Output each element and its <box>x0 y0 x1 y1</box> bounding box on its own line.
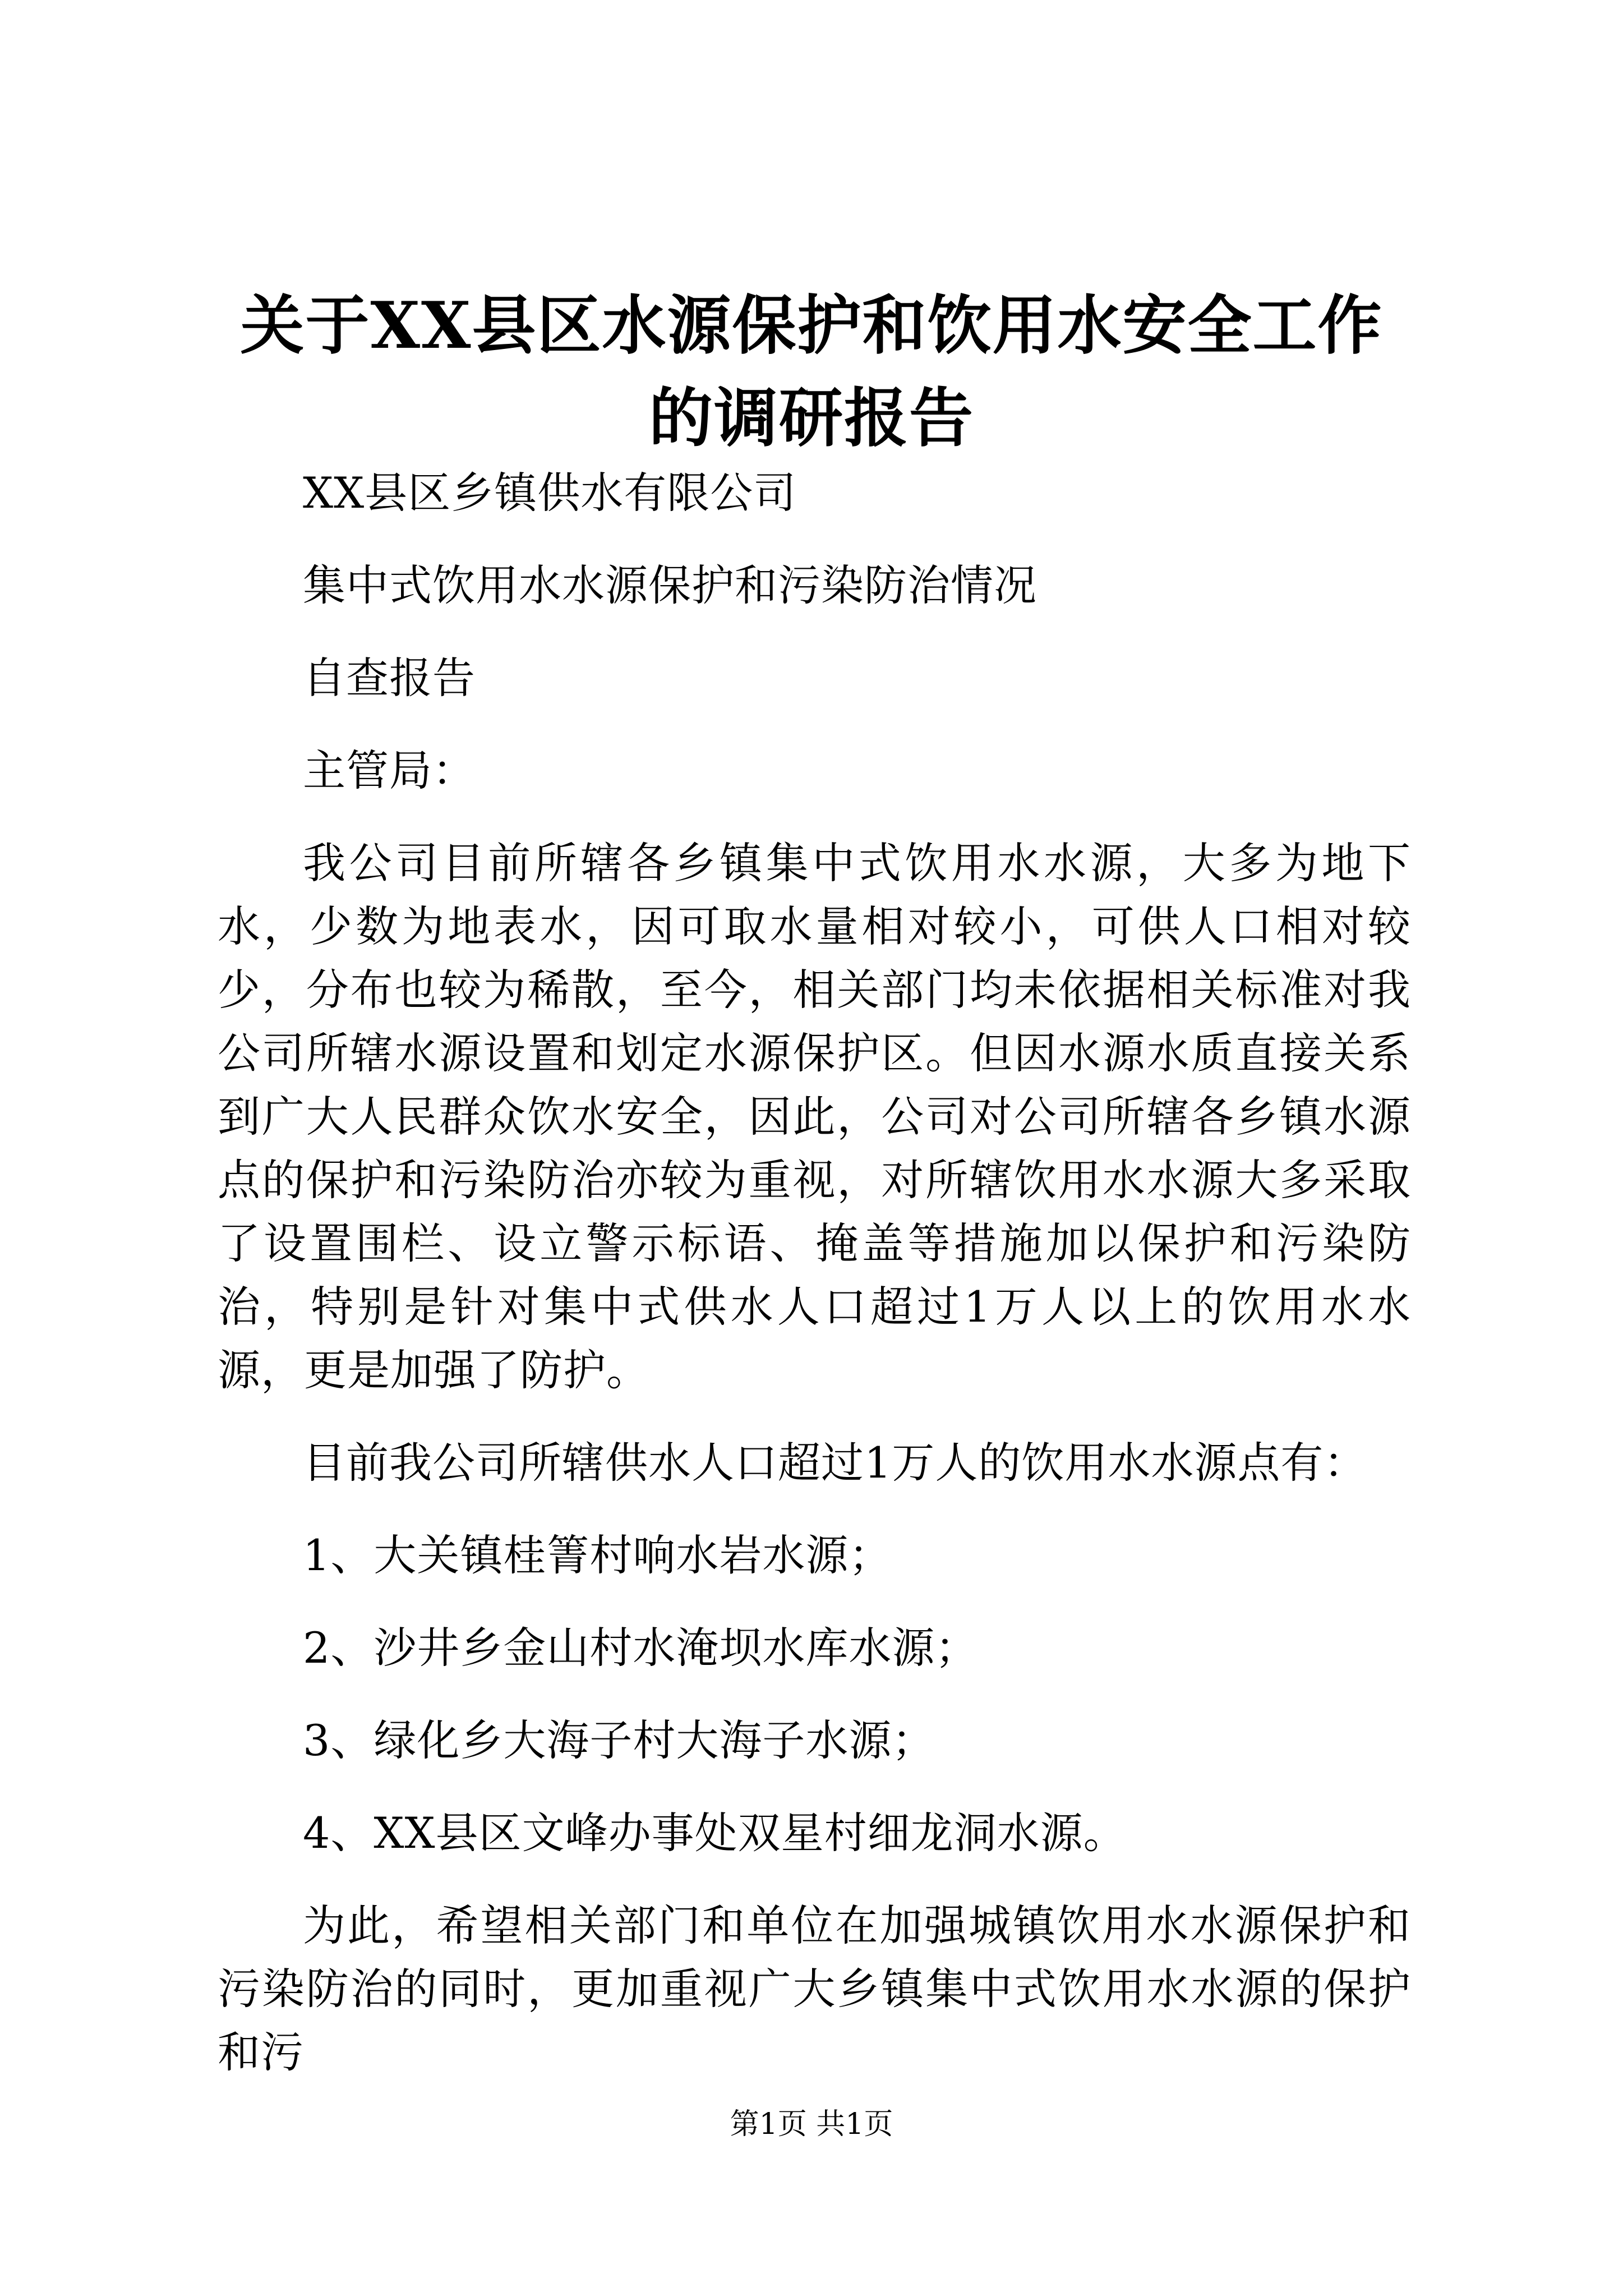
list-item: 2、沙井乡金山村水淹坝水库水源； <box>303 1623 979 1673</box>
report-subject: 集中式饮用水水源保护和污染防治情况 <box>303 560 1037 610</box>
body-paragraph: 我公司目前所辖各乡镇集中式饮用水水源，大多为地下水，少数为地表水，因可取水量相对较小，可供人口相对较少，分布也较为稀散，至今，相关部门均未依据相关标准对我公司所辖水源设置和划定水源保护区。但因水源水质直接关系到广大人民群众饮水安全，因此，公司对公司所辖各乡镇水源点的保护和污染防治亦较为重视，对所辖饮用水水源大多采取了设置围栏、设立警示标语、掩盖等措施加以保护和污染防治，特别是针对集中式供水人口超过1万人以上的饮用水水源，更是加强了防护。 <box>218 838 1411 1395</box>
page-footer: 第1页 共1页 <box>730 2108 893 2141</box>
document-title: 关于XX县区水源保护和饮用水安全工作的调研报告 <box>240 288 1383 455</box>
list-item: 1、大关镇桂箐村响水岩水源； <box>303 1530 892 1580</box>
document-body <box>218 461 1411 2113</box>
salutation: 主管局： <box>303 746 476 795</box>
company-name: XX县区乡镇供水有限公司 <box>303 468 797 518</box>
body-paragraph: 为此，希望相关部门和单位在加强城镇饮用水水源保护和污染防治的同时，更加重视广大乡镇集中式饮用水水源的保护和污 <box>218 1901 1411 2077</box>
list-item: 3、绿化乡大海子村大海子水源； <box>303 1715 935 1765</box>
list-item: 4、XX县区文峰办事处双星村细龙洞水源。 <box>303 1808 1127 1858</box>
body-paragraph: 目前我公司所辖供水人口超过1万人的饮用水水源点有： <box>303 1438 1367 1488</box>
report-type: 自查报告 <box>303 653 476 703</box>
